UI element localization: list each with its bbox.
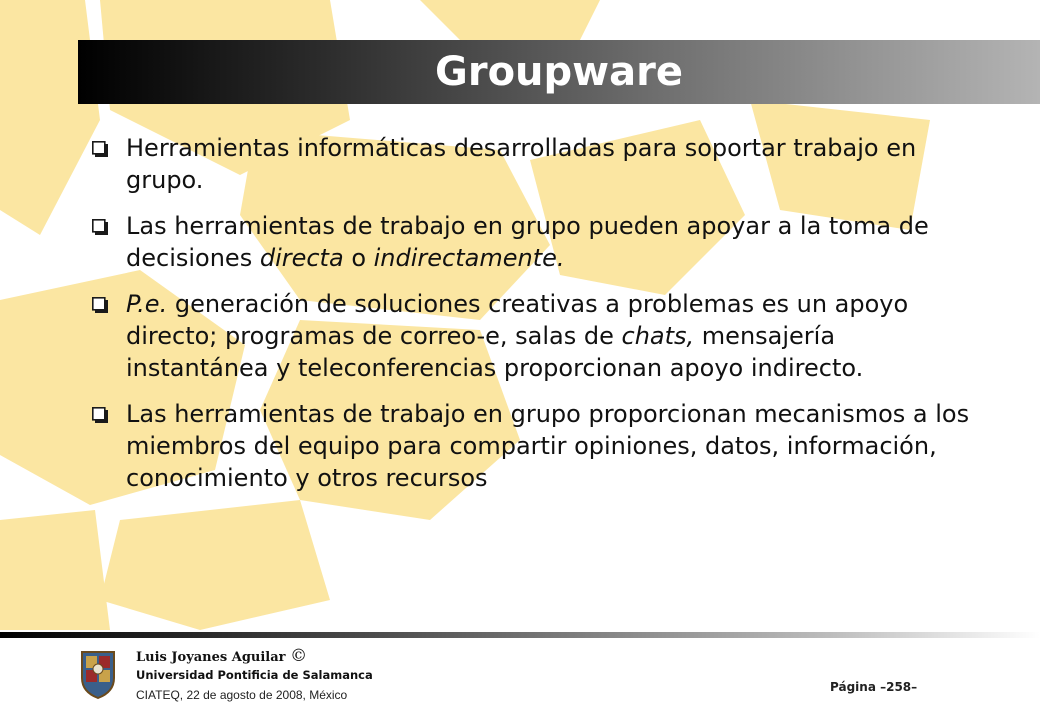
bullet-text-segment: Las herramientas de trabajo en grupo proporcionan mecanismos a los miembros del equipo para compartir opiniones, datos, información, conocimiento y otros recursos: [126, 400, 970, 492]
slide-title: Groupware: [435, 49, 683, 95]
bullet-text: [126, 132, 972, 196]
university-crest-icon: [78, 648, 118, 700]
bullet-text-segment: Las herramientas de trabajo en grupo pueden apoyar a la toma de decisiones: [126, 212, 929, 272]
bullet-text-segment: generación de soluciones creativas a problemas es un apoyo directo; programas de correo-e, salas de: [126, 290, 909, 350]
bullet-list: [92, 132, 972, 508]
copyright-symbol: ©: [290, 646, 308, 666]
checkbox-square-icon: [92, 297, 108, 313]
author-name: Luis Joyanes Aguilar: [136, 650, 286, 665]
bullet-text: [126, 210, 972, 274]
footer-divider: [0, 632, 1040, 638]
page-number: Página –258–: [830, 680, 918, 694]
checkbox-square-icon: [92, 141, 108, 157]
footer-author: [136, 646, 307, 666]
bullet-text-segment: mensajería instantánea y teleconferencias proporcionan apoyo indirecto.: [126, 322, 864, 382]
checkbox-square-icon: [92, 219, 108, 235]
bullet-text-segment: o: [343, 244, 374, 272]
bullet-item: [92, 288, 972, 384]
bullet-item: [92, 132, 972, 196]
bullet-text-italic: P.e.: [126, 290, 168, 318]
bullet-text-italic: chats,: [621, 322, 695, 350]
checkbox-square-icon: [92, 407, 108, 423]
bullet-text-italic: indirectamente.: [373, 244, 565, 272]
bullet-item: [92, 398, 972, 494]
footer-event: CIATEQ, 22 de agosto de 2008, México: [136, 688, 348, 702]
bullet-text-segment: Herramientas informáticas desarrolladas para soportar trabajo en grupo.: [126, 134, 917, 194]
bullet-text-italic: directa: [259, 244, 344, 272]
bullet-item: [92, 210, 972, 274]
bullet-text: [126, 398, 972, 494]
footer-university: Universidad Pontificia de Salamanca: [136, 668, 373, 682]
bullet-text: [126, 288, 972, 384]
